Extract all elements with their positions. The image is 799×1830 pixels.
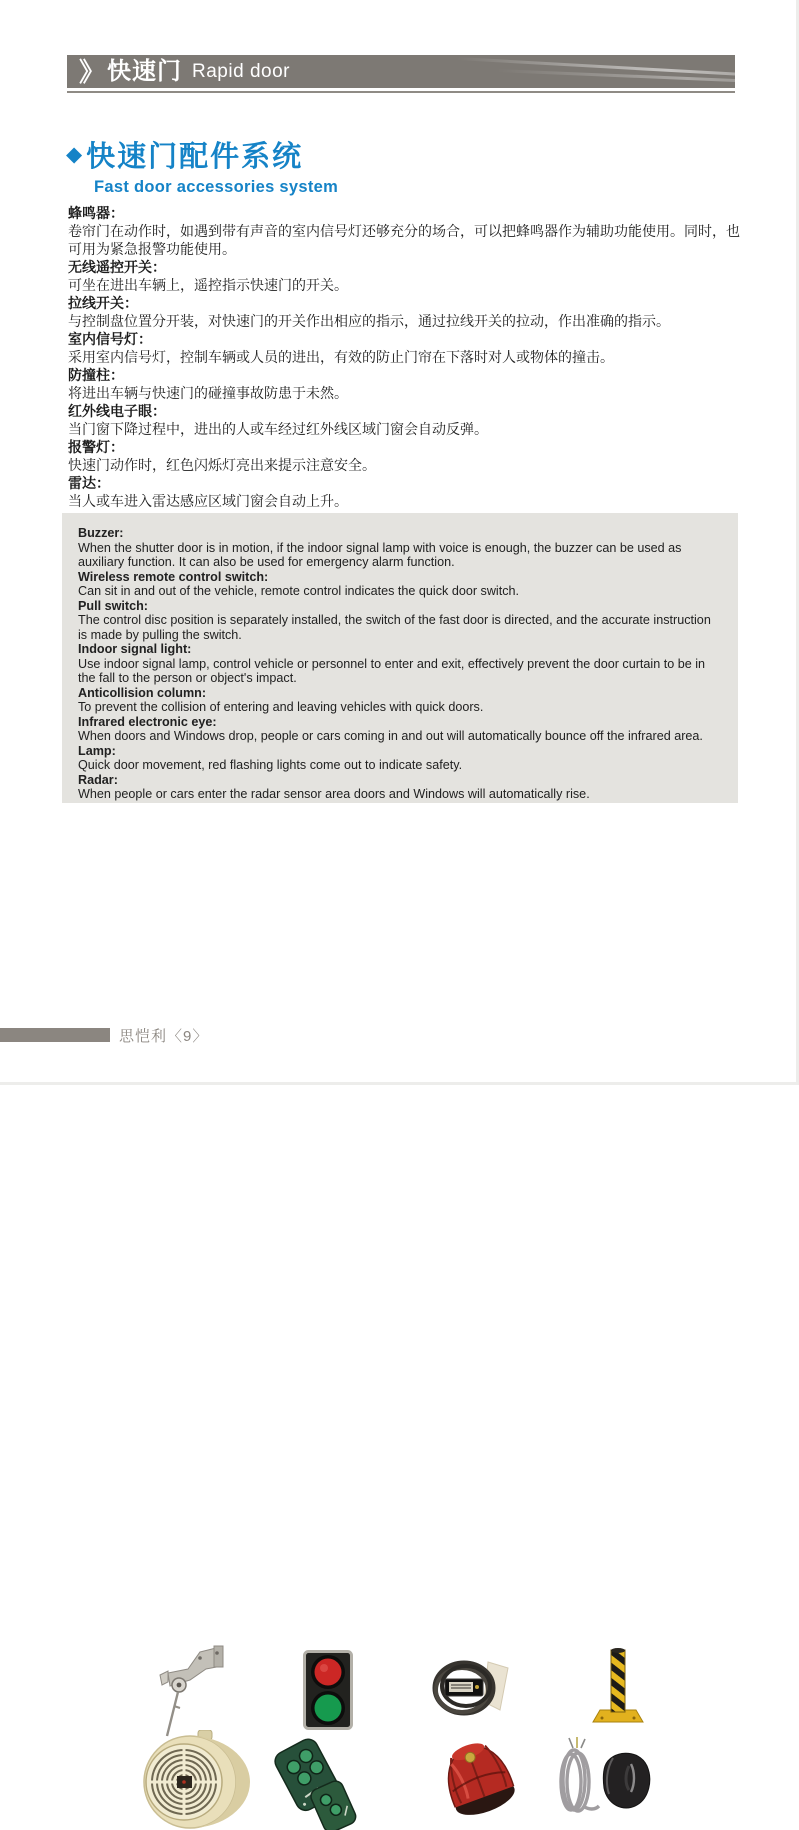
en-item-desc: Use indoor signal lamp, control vehicle or personnel to enter and exit, effectively prevent the door curtain to be in the fall to the person or object's impact.: [78, 656, 706, 685]
zh-item-desc: 采用室内信号灯，控制车辆或人员的进出，有效的防止门帘在下落时对人或物体的撞击。: [68, 349, 614, 365]
zh-item-term: 报警灯：: [68, 439, 124, 455]
zh-item-term: 雷达：: [68, 475, 110, 491]
radar-sensor-photo: [543, 1734, 655, 1820]
zh-item-desc: 与控制盘位置分开装，对快速门的开关作出相应的指示，通过拉线开关的拉动，作出准确的指示。: [68, 313, 670, 329]
en-item-desc: The control disc position is separately installed, the switch of the fast door is directed, and the accurate instruction is made by pulling the switch.: [78, 613, 711, 642]
en-item-term: Wireless remote control switch:: [78, 569, 269, 584]
header-title-en: Rapid door: [192, 61, 290, 82]
zh-item-desc: 当人或车进入雷达感应区域门窗会自动上升。: [68, 493, 348, 509]
en-item-term: Anticollision column:: [78, 685, 207, 700]
en-item-term: Buzzer:: [78, 526, 124, 540]
zh-item-term: 室内信号灯：: [68, 331, 152, 347]
en-item-term: Lamp:: [78, 743, 116, 758]
infrared-electronic-eye-photo: [428, 1652, 516, 1724]
en-item-term: Indoor signal light:: [78, 642, 192, 656]
en-item-desc: When doors and Windows drop, people or cars coming in and out will automatically bounce off the infrared area.: [78, 729, 703, 743]
pull-switch-photo: [150, 1642, 240, 1742]
zh-item-desc: 当门窗下降过程中，进出的人或车经过红外线区域门窗会自动反弹。: [68, 421, 488, 437]
en-item-term: Infrared electronic eye:: [78, 714, 217, 729]
section-title-zh: 快速门配件系统: [86, 141, 304, 173]
anticollision-column-photo: [590, 1646, 648, 1730]
zh-item-desc: 将进出车辆与快速门的碰撞事故防患于未然。: [68, 385, 348, 401]
zh-item-term: 拉线开关：: [68, 295, 138, 311]
zh-item-desc: 可坐在进出车辆上，遥控指示快速门的开关。: [68, 277, 348, 293]
zh-item-term: 蜂鸣器：: [68, 205, 124, 221]
footer-brand-page: 思恺利〈9〉: [119, 1028, 209, 1045]
en-item-desc: To prevent the collision of entering and leaving vehicles with quick doors.: [78, 700, 484, 714]
en-item-desc: When people or cars enter the radar sensor area doors and Windows will automatically rise.: [78, 787, 590, 801]
en-item-term: Pull switch:: [78, 598, 148, 613]
buzzer-photo: [132, 1730, 254, 1830]
diamond-icon: ◆: [66, 143, 83, 166]
zh-definition-list: [68, 204, 740, 510]
section-title-en: Fast door accessories system: [94, 178, 339, 196]
header-title-zh: 快速门: [107, 57, 183, 85]
header-underline: [67, 91, 735, 93]
en-item-term: Radar:: [78, 772, 118, 787]
zh-item-term: 无线遥控开关：: [68, 259, 166, 275]
chevron-icon: 》: [79, 56, 106, 87]
en-item-desc: Quick door movement, red flashing lights come out to indicate safety.: [78, 758, 463, 772]
en-item-desc: Can sit in and out of the vehicle, remote control indicates the quick door switch.: [78, 584, 520, 598]
remote-controls-photo: [266, 1738, 358, 1830]
zh-item-desc: 快速门动作时，红色闪烁灯亮出来提示注意安全。: [68, 457, 376, 473]
alarm-lamp-photo: [430, 1734, 526, 1820]
en-definition-box: [62, 513, 738, 803]
footer-bar: [0, 1028, 110, 1042]
section-title: [66, 134, 338, 197]
zh-item-desc: 卷帘门在动作时，如遇到带有声音的室内信号灯还够充分的场合，可以把蜂鸣器作为辅助功能使用。同时，也可用为紧急报警功能使用。: [68, 223, 740, 257]
indoor-signal-light-photo: [303, 1650, 353, 1730]
header-band: [67, 55, 735, 88]
en-item-desc: When the shutter door is in motion, if the indoor signal lamp with voice is enough, the buzzer can be used as auxiliary function. It can also be used for emergency alarm function.: [78, 540, 682, 569]
product-photo-grid: [0, 816, 799, 1026]
zh-item-term: 红外线电子眼：: [68, 403, 166, 419]
zh-item-term: 防撞柱：: [68, 367, 124, 383]
